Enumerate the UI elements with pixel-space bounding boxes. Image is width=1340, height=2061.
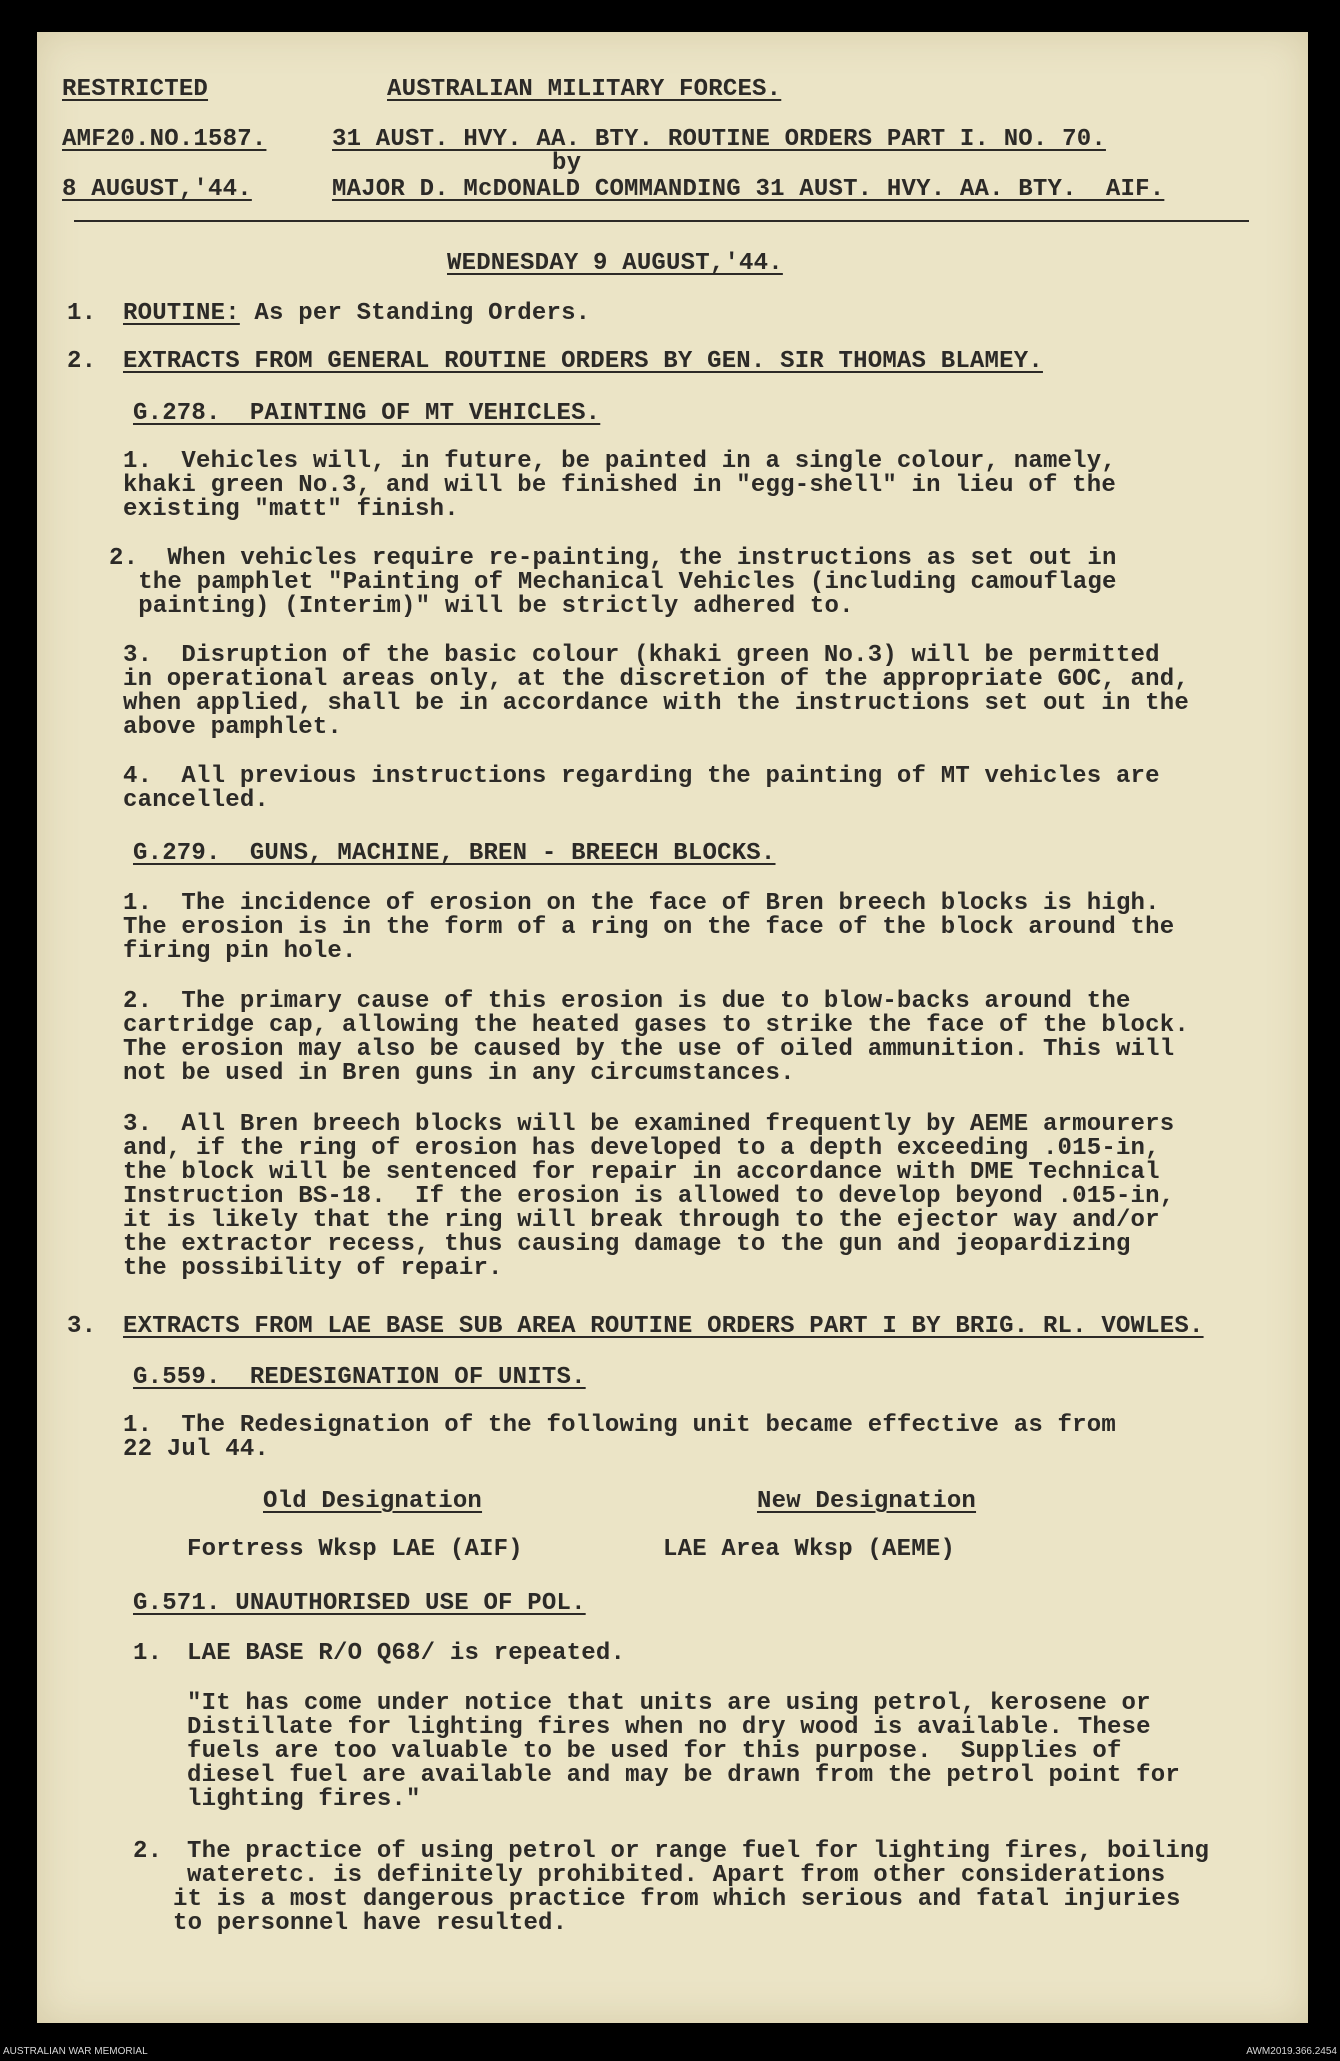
paragraph: 1. The Redesignation of the following unit became effective as from 22 Jul 44. [123,1412,1116,1463]
old-designation-value: Fortress Wksp LAE (AIF) [187,1536,523,1563]
paragraph: 2. When vehicles require re-painting, the instructions as set out in the pamphlet "Painting of Mechanical Vehicles (including camouflage painting) (Interim)" will be strictly adhered to. [109,545,1117,620]
paragraph: 1. The incidence of erosion on the face of Bren breech blocks is high. The erosion is in the form of a ring on the face of the block around the firing pin hole. [123,890,1175,965]
paragraph: 3. All Bren breech blocks will be examined frequently by AEME armourers and, if the ring of erosion has developed to a depth exceeding .015-in, the block will be sentenced for repair in accordance with DME Technical Instruction BS-18. If the erosion is allowed to develop beyond .015-in, it is likely that the ring will break through to the ejector way and/or the extractor recess, thus causing damage to the gun and jeopardizing the possibility of repair. [123,1111,1175,1282]
item-number: 3. [67,1313,97,1340]
new-designation-value: LAE Area Wksp (AEME) [663,1536,956,1563]
item-heading: ROUTINE: [123,300,240,327]
item-text: As per Standing Orders. [239,300,591,327]
classification: RESTRICTED [62,76,209,103]
commanding-officer: MAJOR D. McDONALD COMMANDING 31 AUST. HVY. AA. BTY. AIF. [332,176,1165,203]
item-routine [123,302,590,326]
order-title: 31 AUST. HVY. AA. BTY. ROUTINE ORDERS PART I. NO. 70. [332,126,1106,153]
document-page [37,32,1308,2023]
order-heading: G.278. PAINTING OF MT VEHICLES. [133,400,601,427]
order-heading: G.559. REDESIGNATION OF UNITS. [133,1364,586,1391]
quoted-order: "It has come under notice that units are using petrol, kerosene or Distillate for lighting fires when no dry wood is available. These fuels are too valuable to be used for this purpose. Supplies of diesel fuel are available and may be drawn from the petrol point for lighting fires." [187,1690,1180,1813]
item-number: 2. [67,348,97,375]
reference-number: AMF20.NO.1587. [62,126,267,153]
item-number: 1. [133,1640,163,1667]
old-designation-header: Old Designation [263,1488,483,1515]
paragraph: 1. Vehicles will, in future, be painted in a single colour, namely, khaki green No.3, and will be finished in "egg-shell" in lieu of the existing "matt" finish. [123,448,1116,523]
item-heading: EXTRACTS FROM GENERAL ROUTINE ORDERS BY GEN. SIR THOMAS BLAMEY. [123,348,1043,375]
paragraph: The practice of using petrol or range fuel for lighting fires, boiling wateretc. is definitely prohibited. Apart from other considerations [187,1838,1210,1889]
by-line: by [552,150,582,177]
footer-credit: AUSTRALIAN WAR MEMORIAL [3,2046,148,2057]
item-number: 1. [67,300,97,327]
paragraph: 3. Disruption of the basic colour (khaki green No.3) will be permitted in operational areas only, at the discretion of the appropriate GOC, and, when applied, shall be in accordance with the instructions set out in the above pamphlet. [123,642,1189,741]
paragraph: 4. All previous instructions regarding the painting of MT vehicles are cancelled. [123,763,1160,814]
order-heading: G.571. UNAUTHORISED USE OF POL. [133,1590,586,1617]
new-designation-header: New Designation [757,1488,977,1515]
item-heading: EXTRACTS FROM LAE BASE SUB AREA ROUTINE ORDERS PART I BY BRIG. RL. VOWLES. [123,1313,1204,1340]
header-divider [74,220,1249,222]
order-heading: G.279. GUNS, MACHINE, BREN - BREECH BLOCKS. [133,840,776,867]
paragraph: it is a most dangerous practice from which serious and fatal injuries to personnel have resulted. [173,1886,1181,1937]
day-heading: WEDNESDAY 9 AUGUST,'44. [447,250,783,277]
issuing-body: AUSTRALIAN MILITARY FORCES. [387,76,782,103]
issue-date: 8 AUGUST,'44. [62,176,252,203]
footer-accession: AWM2019.366.2454 [1246,2046,1337,2057]
paragraph: 2. The primary cause of this erosion is due to blow-backs around the cartridge cap, allowing the heated gases to strike the face of the block. The erosion may also be caused by the use of oiled ammunition. This will not be used in Bren guns in any circumstances. [123,988,1189,1087]
paragraph: LAE BASE R/O Q68/ is repeated. [187,1640,626,1667]
item-number: 2. [133,1838,163,1865]
